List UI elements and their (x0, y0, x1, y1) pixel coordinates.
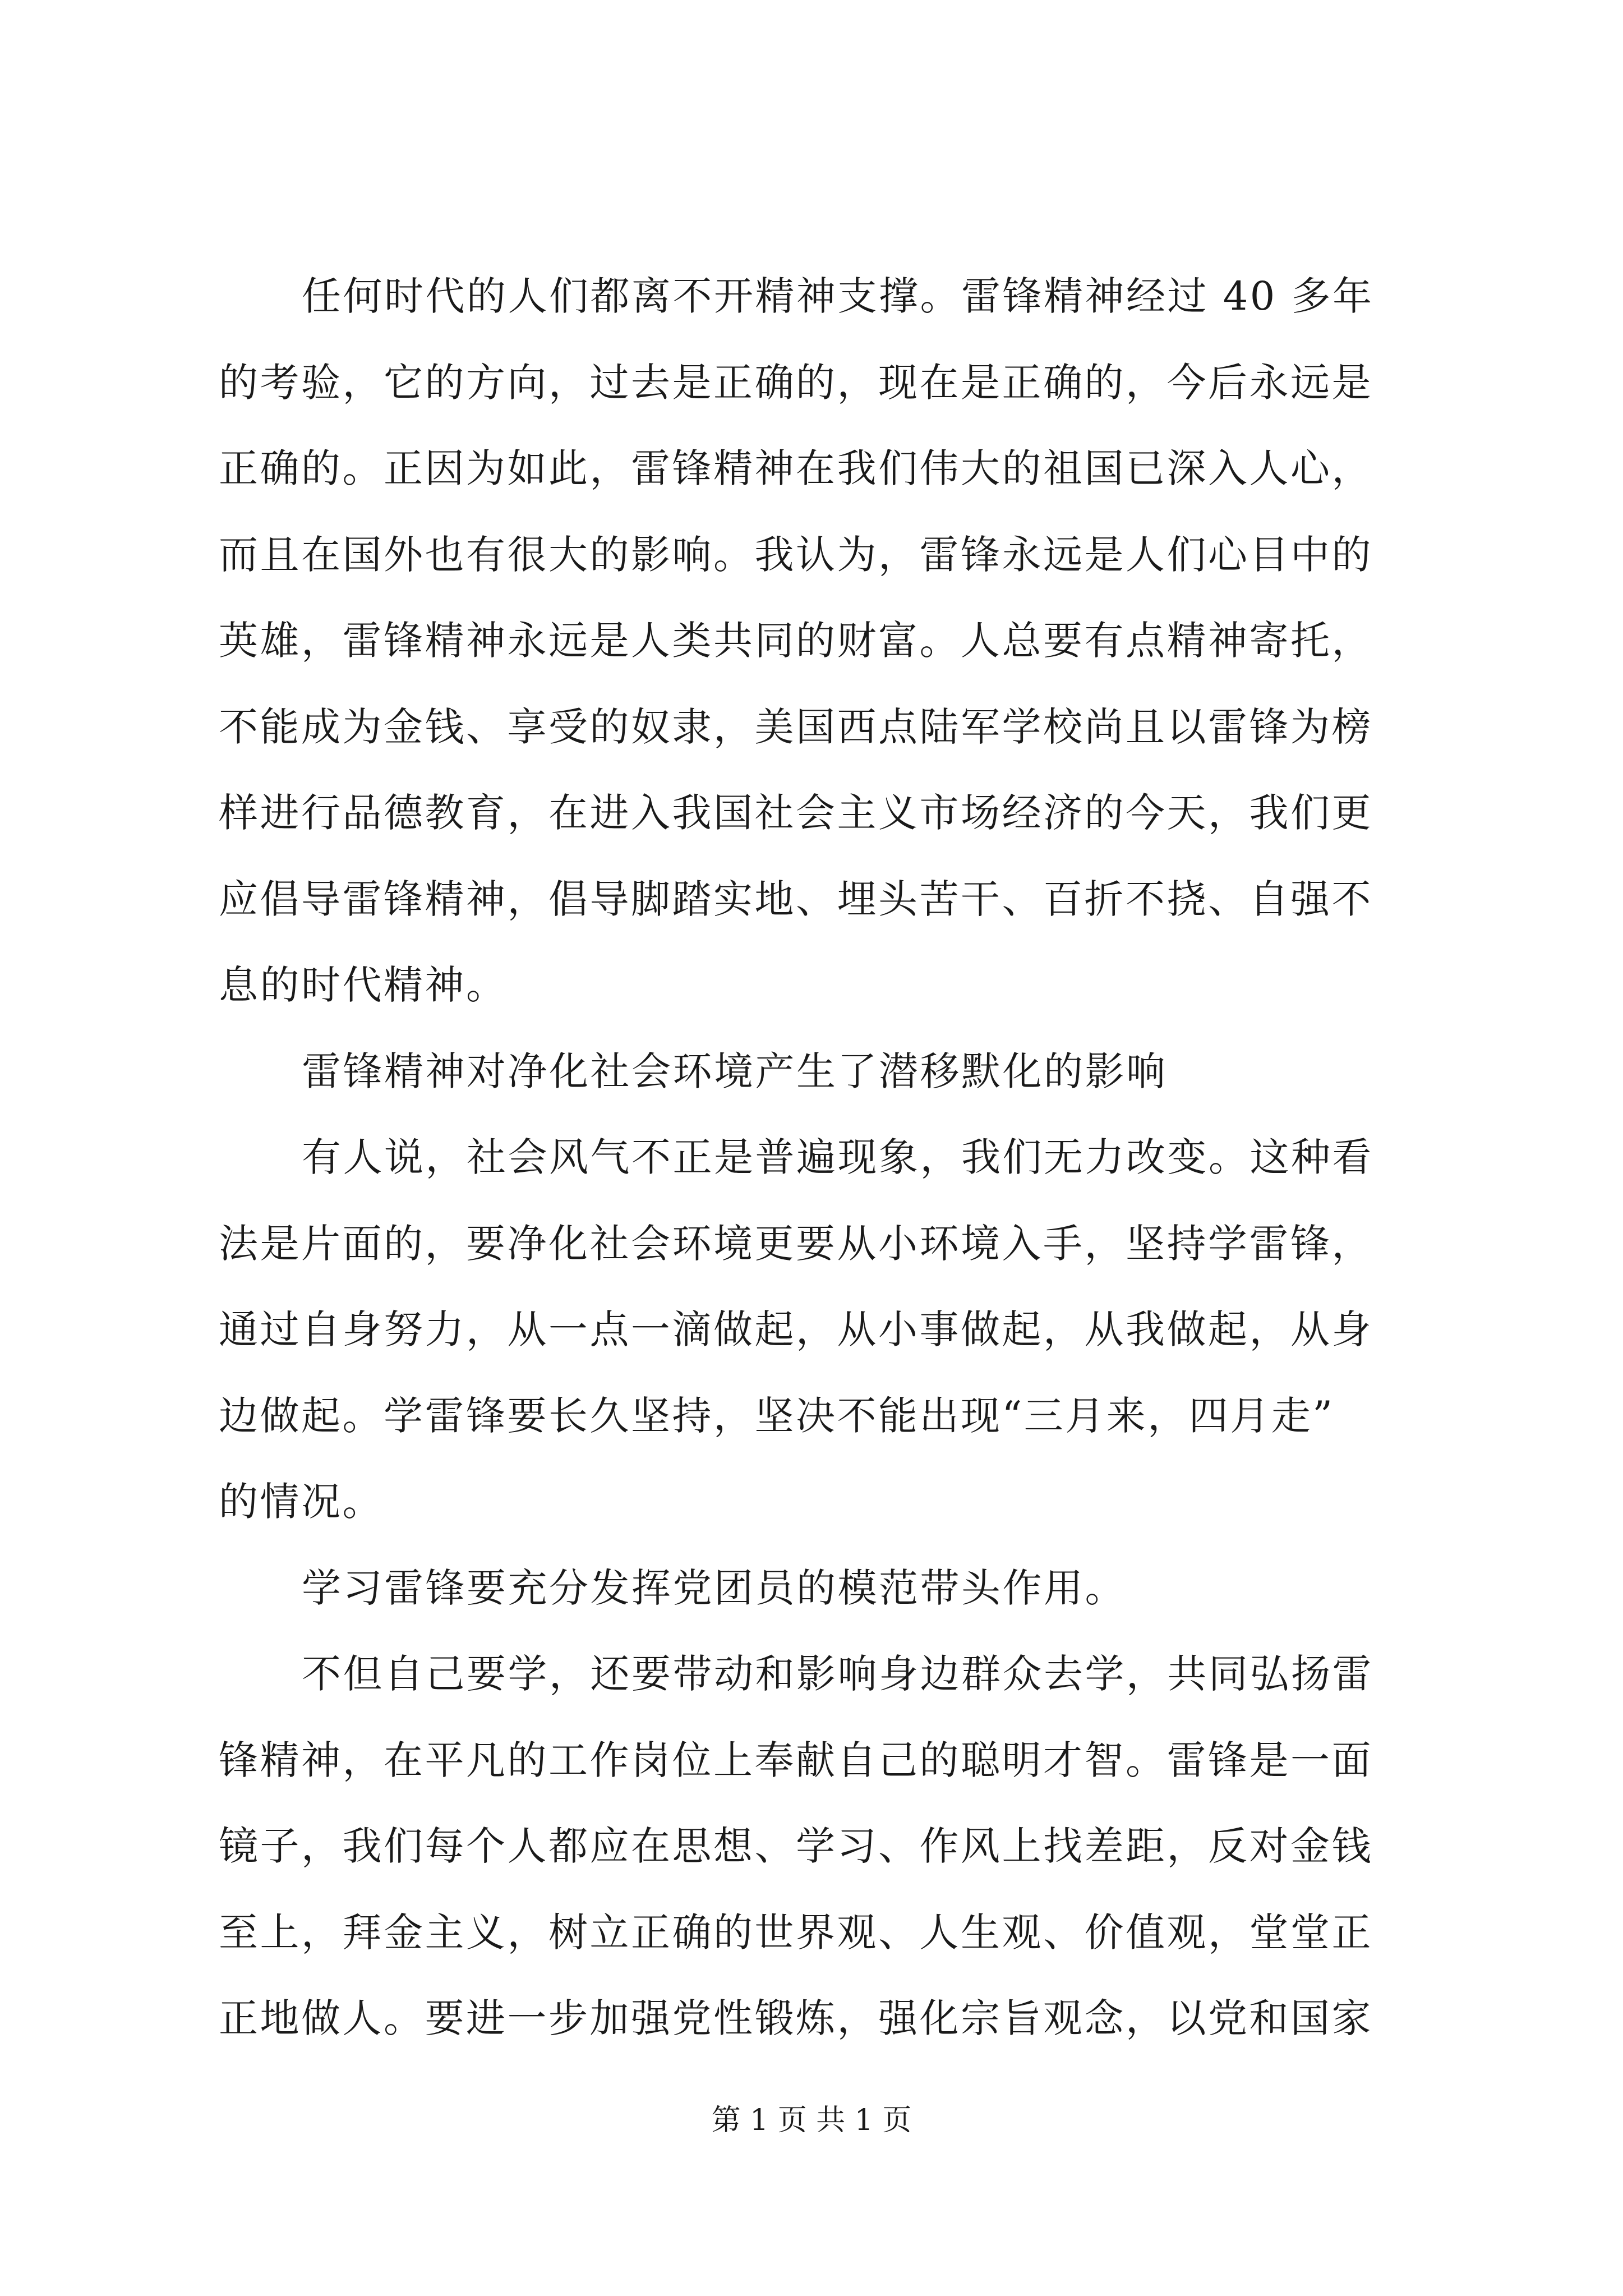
text-line: 镜子，我们每个人都应在思想、学习、作风上找差距，反对金钱 (219, 1823, 1373, 1869)
text-line: 锋精神，在平凡的工作岗位上奉献自己的聪明才智。雷锋是一面 (219, 1737, 1373, 1783)
text-line: 的考验，它的方向，过去是正确的，现在是正确的，今后永远是 (219, 359, 1373, 406)
text-line: 而且在国外也有很大的影响。我认为，雷锋永远是人们心目中的 (219, 531, 1373, 578)
text-line: 不能成为金钱、享受的奴隶，美国西点陆军学校尚且以雷锋为榜 (219, 703, 1373, 750)
document-body (219, 254, 1419, 2062)
section-heading: 学习雷锋要充分发挥党团员的模范带头作用。 (302, 1565, 1126, 1611)
text-line: 边做起。学雷锋要长久坚持，坚决不能出现“三月来，四月走” (219, 1392, 1335, 1439)
text-line: 任何时代的人们都离不开精神支撑。雷锋精神经过 40 多年 (302, 273, 1374, 319)
text-line: 正地做人。要进一步加强党性锻炼，强化宗旨观念，以党和国家 (219, 1995, 1373, 2041)
text-line: 不但自己要学，还要带动和影响身边群众去学，共同弘扬雷 (302, 1651, 1373, 1697)
text-line: 的情况。 (219, 1479, 384, 1525)
page-footer: 第 1 页 共 1 页 (711, 2104, 912, 2137)
section-heading: 雷锋精神对净化社会环境产生了潜移默化的影响 (302, 1048, 1168, 1094)
text-line: 法是片面的，要净化社会环境更要从小环境入手，坚持学雷锋， (219, 1220, 1373, 1267)
text-line: 应倡导雷锋精神，倡导脚踏实地、埋头苦干、百折不挠、自强不 (219, 876, 1373, 922)
text-line: 样进行品德教育，在进入我国社会主义市场经济的今天，我们更 (219, 790, 1373, 836)
text-line: 有人说，社会风气不正是普遍现象，我们无力改变。这种看 (302, 1134, 1373, 1180)
text-line: 英雄，雷锋精神永远是人类共同的财富。人总要有点精神寄托， (219, 618, 1373, 664)
text-line: 正确的。正因为如此，雷锋精神在我们伟大的祖国已深入人心， (219, 445, 1373, 491)
text-line: 息的时代精神。 (219, 962, 508, 1008)
text-line: 至上，拜金主义，树立正确的世界观、人生观、价值观，堂堂正 (219, 1909, 1373, 1955)
text-line: 通过自身努力，从一点一滴做起，从小事做起，从我做起，从身 (219, 1306, 1373, 1352)
